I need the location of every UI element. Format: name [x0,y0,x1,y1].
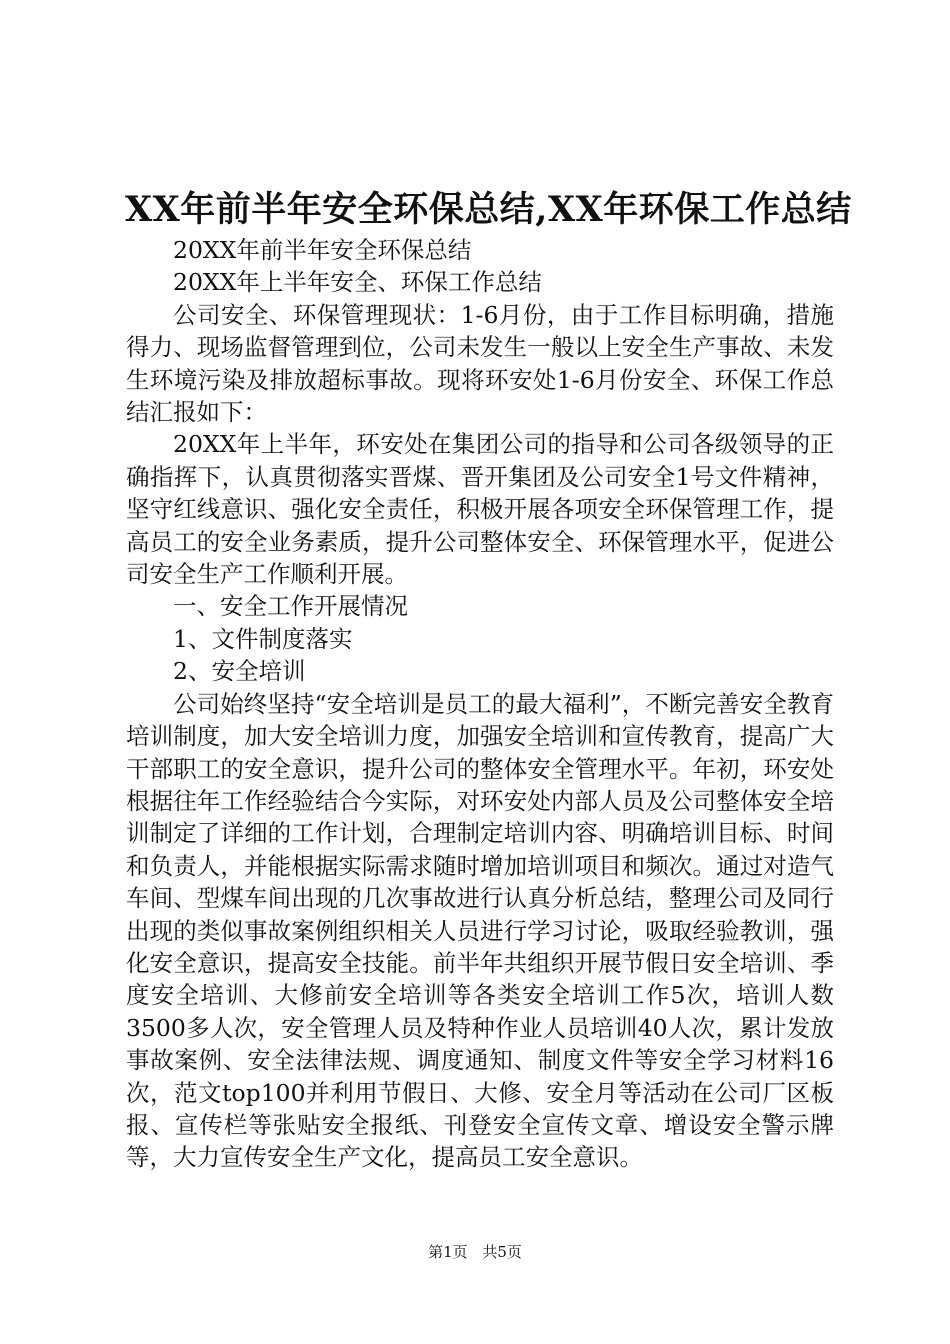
paragraph-subtitle-2: 20XX年上半年安全、环保工作总结 [173,268,542,297]
subsection-heading-documents: 1、文件制度落实 [173,624,353,653]
page-total: 共5页 [482,1243,522,1261]
page-footer [0,1242,950,1262]
document-body [126,234,834,1174]
paragraph-training-detail: 公司始终坚持“安全培训是员工的最大福利”，不断完善安全教育培训制度，加大安全培训力度，加强安全培训和宣传教育，提高广大干部职工的安全意识，提升公司的整体安全管理水平。年初，环安处根据往年工作经验结合今实际，对环安处内部人员及公司整体安全培训制定了详细的工作计划，合理制定培训内容、明确培训目标、时间和负责人，并能根据实际需求随时增加培训项目和频次。通过对造气车间、型煤车间出现的几次事故进行认真分析总结，整理公司及同行出现的类似事故案例组织相关人员进行学习讨论，吸取经验教训，强化安全意识，提高安全技能。前半年共组织开展节假日安全培训、季度安全培训、大修前安全培训等各类安全培训工作5次，培训人数3500多人次，安全管理人员及特种作业人员培训40人次，累计发放事故案例、安全法律法规、调度通知、制度文件等安全学习材料16次，范文top100并利用节假日、大修、安全月等活动在公司厂区板报、宣传栏等张贴安全报纸、刊登安全宣传文章、增设安全警示牌等，大力宣传安全生产文化，提高员工安全意识。 [126,689,834,1172]
paragraph-overview: 20XX年上半年，环安处在集团公司的指导和公司各级领导的正确指挥下，认真贯彻落实晋煤、晋开集团及公司安全1号文件精神，坚守红线意识、强化安全责任，积极开展各项安全环保管理工作，提高员工的安全业务素质，提升公司整体安全、环保管理水平，促进公司安全生产工作顺利开展。 [126,430,834,589]
subsection-heading-training: 2、安全培训 [173,657,306,686]
section-heading-safety-work: 一、安全工作开展情况 [173,592,408,621]
paragraph-status: 公司安全、环保管理现状：1-6月份，由于工作目标明确，措施得力、现场监督管理到位，公司未发生一般以上安全生产事故、未发生环境污染及排放超标事故。现将环安处1-6月份安全、环保工作总结汇报如下： [126,300,834,427]
page-number: 第1页 [428,1243,468,1261]
paragraph-subtitle-1: 20XX年前半年安全环保总结 [173,236,472,264]
document-title: XX年前半年安全环保总结,XX年环保工作总结 [125,189,852,230]
